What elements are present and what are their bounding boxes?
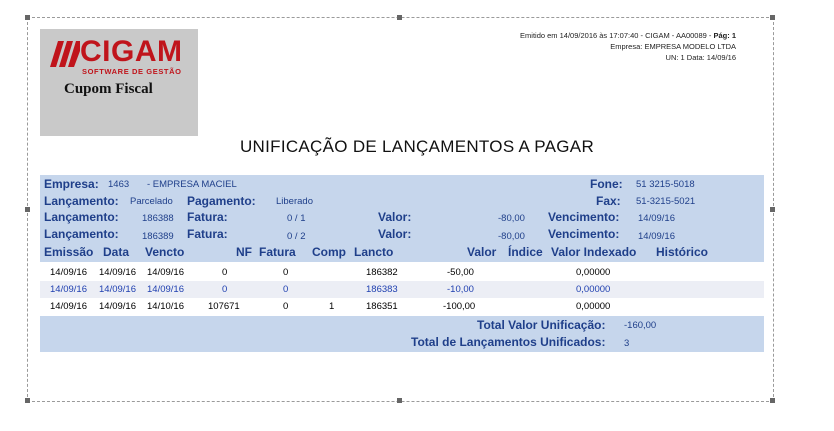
cell-valor: -100,00 (443, 301, 476, 312)
fone-value: 51 3215-5018 (636, 179, 695, 190)
cell-fatura: 0 (283, 301, 289, 312)
table-row (40, 281, 764, 298)
empresa-label: Empresa: (44, 177, 99, 191)
logo-brand: CIGAM (80, 35, 183, 68)
fatura-value: 0 / 1 (287, 213, 306, 224)
emission-line (520, 30, 736, 41)
total-valor-value: -160,00 (624, 320, 657, 331)
lancamento-value: 186389 (142, 231, 174, 242)
empresa-code: 1463 (108, 179, 130, 190)
lancamento-label: Lançamento: (44, 227, 119, 241)
cell-lancto: 186351 (366, 301, 398, 312)
total-count-label: Total de Lançamentos Unificados: (411, 335, 606, 349)
vencimento-label: Vencimento: (548, 210, 620, 224)
pagamento-label: Pagamento: (187, 194, 256, 208)
col-header-vencto: Vencto (145, 245, 185, 259)
unit-date-line: UN: 1 Data: 14/09/16 (665, 53, 736, 62)
vencimento-label: Vencimento: (548, 227, 620, 241)
resize-handle-top[interactable] (397, 15, 402, 20)
cell-vencto: 14/09/16 (147, 284, 184, 295)
cell-vencto: 14/09/16 (147, 267, 184, 278)
fone-label: Fone: (590, 177, 623, 191)
cell-valor-indexado: 0,00000 (576, 267, 611, 278)
cell-lancto: 186382 (366, 267, 398, 278)
cell-data: 14/09/16 (99, 267, 136, 278)
col-header-nf: NF (236, 245, 252, 259)
fatura-value: 0 / 2 (287, 231, 306, 242)
cell-nf: 0 (222, 267, 228, 278)
cell-emissao: 14/09/16 (50, 301, 87, 312)
pagamento-value: Liberado (276, 196, 313, 207)
resize-handle-top-left[interactable] (25, 15, 30, 20)
col-header-data: Data (103, 245, 130, 259)
resize-handle-bottom[interactable] (397, 398, 402, 403)
cell-valor-indexado: 0,00000 (576, 301, 611, 312)
cell-valor: -50,00 (447, 267, 474, 278)
cell-data: 14/09/16 (99, 301, 136, 312)
fatura-label: Fatura: (187, 210, 228, 224)
logo-caption: Cupom Fiscal (64, 81, 153, 97)
cell-nf: 107671 (208, 301, 240, 312)
resize-handle-bottom-left[interactable] (25, 398, 30, 403)
emission-info (520, 30, 736, 63)
col-header-emissao: Emissão (44, 245, 94, 259)
table-row (40, 298, 764, 315)
col-header-valor-indexado: Valor Indexado (551, 245, 637, 259)
valor-label: Valor: (378, 227, 412, 241)
valor-value: -80,00 (498, 213, 525, 224)
col-header-historico: Histórico (656, 245, 709, 259)
resize-handle-left[interactable] (25, 207, 30, 212)
fatura-label: Fatura: (187, 227, 228, 241)
cell-fatura: 0 (283, 267, 289, 278)
cell-comp: 1 (329, 301, 335, 312)
cell-nf: 0 (222, 284, 228, 295)
cell-valor: -10,00 (447, 284, 474, 295)
total-valor-label: Total Valor Unificação: (477, 318, 606, 332)
total-count-value: 3 (624, 338, 630, 349)
emitted-text: Emitido em 14/09/2016 às 17:07:40 - CIGAM - AA00089 - (520, 31, 714, 40)
col-header-lancto: Lancto (354, 245, 394, 259)
cell-emissao: 14/09/16 (50, 284, 87, 295)
cigam-mark-icon (50, 41, 80, 67)
col-header-indice: Índice (508, 245, 543, 259)
cell-lancto: 186383 (366, 284, 398, 295)
lancamento-tipo-value: Parcelado (130, 196, 173, 207)
lancamento-tipo-label: Lançamento: (44, 194, 119, 208)
company-line: Empresa: EMPRESA MODELO LTDA (610, 42, 736, 51)
company-logo (40, 29, 198, 136)
resize-handle-bottom-right[interactable] (770, 398, 775, 403)
vencimento-value: 14/09/16 (638, 213, 675, 224)
resize-handle-top-right[interactable] (770, 15, 775, 20)
cell-data: 14/09/16 (99, 284, 136, 295)
empresa-name: - EMPRESA MACIEL (147, 179, 237, 190)
page-number: Pág: 1 (713, 31, 736, 40)
lancamento-label: Lançamento: (44, 210, 119, 224)
report-title: UNIFICAÇÃO DE LANÇAMENTOS A PAGAR (239, 137, 595, 156)
valor-label: Valor: (378, 210, 412, 224)
col-header-comp: Comp (312, 245, 346, 259)
lancamento-value: 186388 (142, 213, 174, 224)
cell-vencto: 14/10/16 (147, 301, 184, 312)
cell-emissao: 14/09/16 (50, 267, 87, 278)
col-header-fatura: Fatura (259, 245, 296, 259)
table-row (40, 264, 764, 281)
fax-value: 51-3215-5021 (636, 196, 696, 207)
fax-label: Fax: (596, 194, 621, 208)
col-header-valor: Valor (467, 245, 497, 259)
logo-tagline: SOFTWARE DE GESTÃO (82, 67, 182, 76)
vencimento-value: 14/09/16 (638, 231, 675, 242)
cell-fatura: 0 (283, 284, 289, 295)
cell-valor-indexado: 0,00000 (576, 284, 611, 295)
resize-handle-right[interactable] (770, 207, 775, 212)
valor-value: -80,00 (498, 231, 525, 242)
